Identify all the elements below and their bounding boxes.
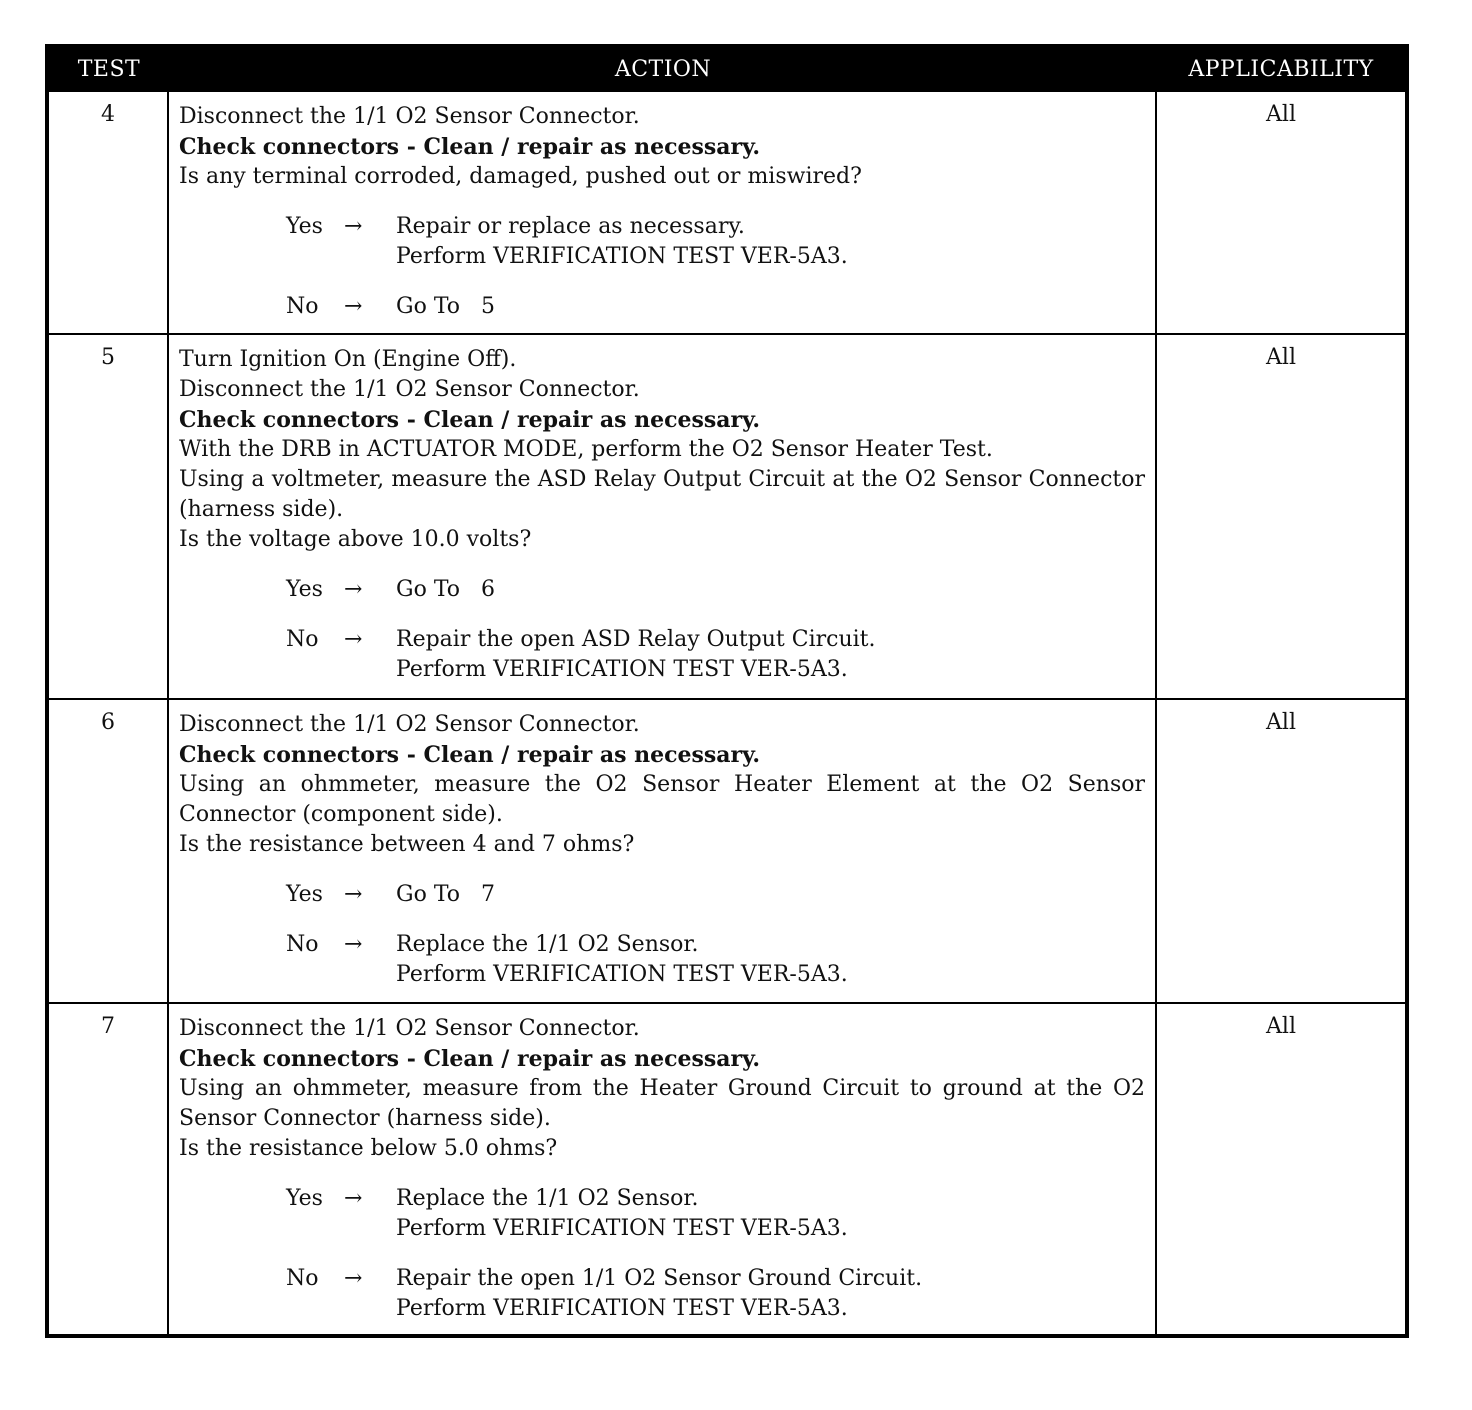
step-line-bold: Check connectors - Clean / repair as necessary.: [179, 1046, 761, 1072]
step-line: Using an ohmmeter, measure the O2 Sensor Heater Element at the O2 Sensor Connector (component side).: [179, 772, 1145, 827]
arrow-right-icon: →: [344, 294, 363, 319]
result-line: Replace the 1/1 O2 Sensor.: [396, 932, 699, 957]
no-branch: [286, 1264, 1145, 1324]
yes-result: [396, 575, 1145, 605]
result-line: Repair the open ASD Relay Output Circuit.: [396, 627, 876, 652]
applicability-value: All: [1266, 1014, 1296, 1039]
yes-label: Yes: [286, 577, 323, 602]
result-line: Perform VERIFICATION TEST VER-5A3.: [396, 1296, 848, 1321]
arrow-right-icon: →: [344, 882, 363, 907]
no-label: No: [286, 932, 319, 957]
result-line: Perform VERIFICATION TEST VER-5A3.: [396, 1216, 848, 1241]
table-row: [49, 1002, 1405, 1334]
test-number: 6: [49, 700, 169, 1002]
result-line: Perform VERIFICATION TEST VER-5A3.: [396, 244, 848, 269]
no-branch: [286, 625, 1145, 685]
arrow-right-icon: →: [344, 1266, 363, 1291]
arrow-right-icon: →: [344, 932, 363, 957]
result-line: Go To 6: [396, 577, 495, 602]
step-line: Disconnect the 1/1 O2 Sensor Connector.: [179, 712, 640, 737]
arrow-right-icon: →: [344, 627, 363, 652]
result-line: Go To 7: [396, 882, 495, 907]
yes-result: [396, 1184, 1145, 1244]
table-header: [49, 48, 1405, 90]
applicability-value: All: [1266, 345, 1296, 370]
no-result: [396, 292, 1145, 322]
yes-label: Yes: [286, 214, 323, 239]
no-branch: [286, 930, 1145, 990]
applicability-value: All: [1266, 710, 1296, 735]
table-row: [49, 698, 1405, 1002]
arrow-right-icon: →: [344, 1186, 363, 1211]
result-line: Replace the 1/1 O2 Sensor.: [396, 1186, 699, 1211]
yes-branch: [286, 880, 1145, 910]
question-line: Is any terminal corroded, damaged, pushed out or miswired?: [179, 164, 862, 189]
yes-branch: [286, 212, 1145, 272]
arrow-right-icon: →: [344, 577, 363, 602]
test-number: 4: [49, 92, 169, 333]
result-line: Perform VERIFICATION TEST VER-5A3.: [396, 962, 848, 987]
step-line: Turn Ignition On (Engine Off).: [179, 347, 517, 372]
action-cell: [169, 1004, 1157, 1334]
yes-label: Yes: [286, 1186, 323, 1211]
step-line-bold: Check connectors - Clean / repair as necessary.: [179, 134, 761, 160]
action-cell: [169, 335, 1157, 698]
question-line: Is the resistance between 4 and 7 ohms?: [179, 832, 635, 857]
arrow-right-icon: →: [344, 214, 363, 239]
no-branch: [286, 292, 1145, 322]
no-result: [396, 1264, 1145, 1324]
question-line: Is the resistance below 5.0 ohms?: [179, 1136, 558, 1161]
step-line-bold: Check connectors - Clean / repair as necessary.: [179, 407, 761, 433]
action-cell: [169, 700, 1157, 1002]
result-line: Repair or replace as necessary.: [396, 214, 745, 239]
no-result: [396, 625, 1145, 685]
header-action: ACTION: [614, 56, 712, 82]
no-label: No: [286, 294, 319, 319]
result-line: Perform VERIFICATION TEST VER-5A3.: [396, 657, 848, 682]
step-line: Disconnect the 1/1 O2 Sensor Connector.: [179, 1016, 640, 1041]
step-line: Using a voltmeter, measure the ASD Relay Output Circuit at the O2 Sensor Connector (harness side).: [179, 467, 1145, 522]
table-row: [49, 90, 1405, 333]
applicability-value: All: [1266, 102, 1296, 127]
diagnostic-table: [45, 44, 1409, 1338]
action-cell: [169, 92, 1157, 333]
table-row: [49, 333, 1405, 698]
question-line: Is the voltage above 10.0 volts?: [179, 527, 532, 552]
step-line: Using an ohmmeter, measure from the Heater Ground Circuit to ground at the O2 Sensor Connector (harness side).: [179, 1076, 1145, 1131]
header-applicability: APPLICABILITY: [1188, 56, 1374, 82]
yes-label: Yes: [286, 882, 323, 907]
yes-result: [396, 880, 1145, 910]
yes-result: [396, 212, 1145, 272]
no-label: No: [286, 627, 319, 652]
test-number: 7: [49, 1004, 169, 1334]
no-result: [396, 930, 1145, 990]
result-line: Repair the open 1/1 O2 Sensor Ground Circuit.: [396, 1266, 923, 1291]
test-number: 5: [49, 335, 169, 698]
result-line: Go To 5: [396, 294, 495, 319]
yes-branch: [286, 575, 1145, 605]
step-line-bold: Check connectors - Clean / repair as necessary.: [179, 742, 761, 768]
header-test: TEST: [77, 56, 141, 82]
step-line: Disconnect the 1/1 O2 Sensor Connector.: [179, 104, 640, 129]
no-label: No: [286, 1266, 319, 1291]
yes-branch: [286, 1184, 1145, 1244]
step-line: Disconnect the 1/1 O2 Sensor Connector.: [179, 377, 640, 402]
step-line: With the DRB in ACTUATOR MODE, perform the O2 Sensor Heater Test.: [179, 437, 993, 462]
